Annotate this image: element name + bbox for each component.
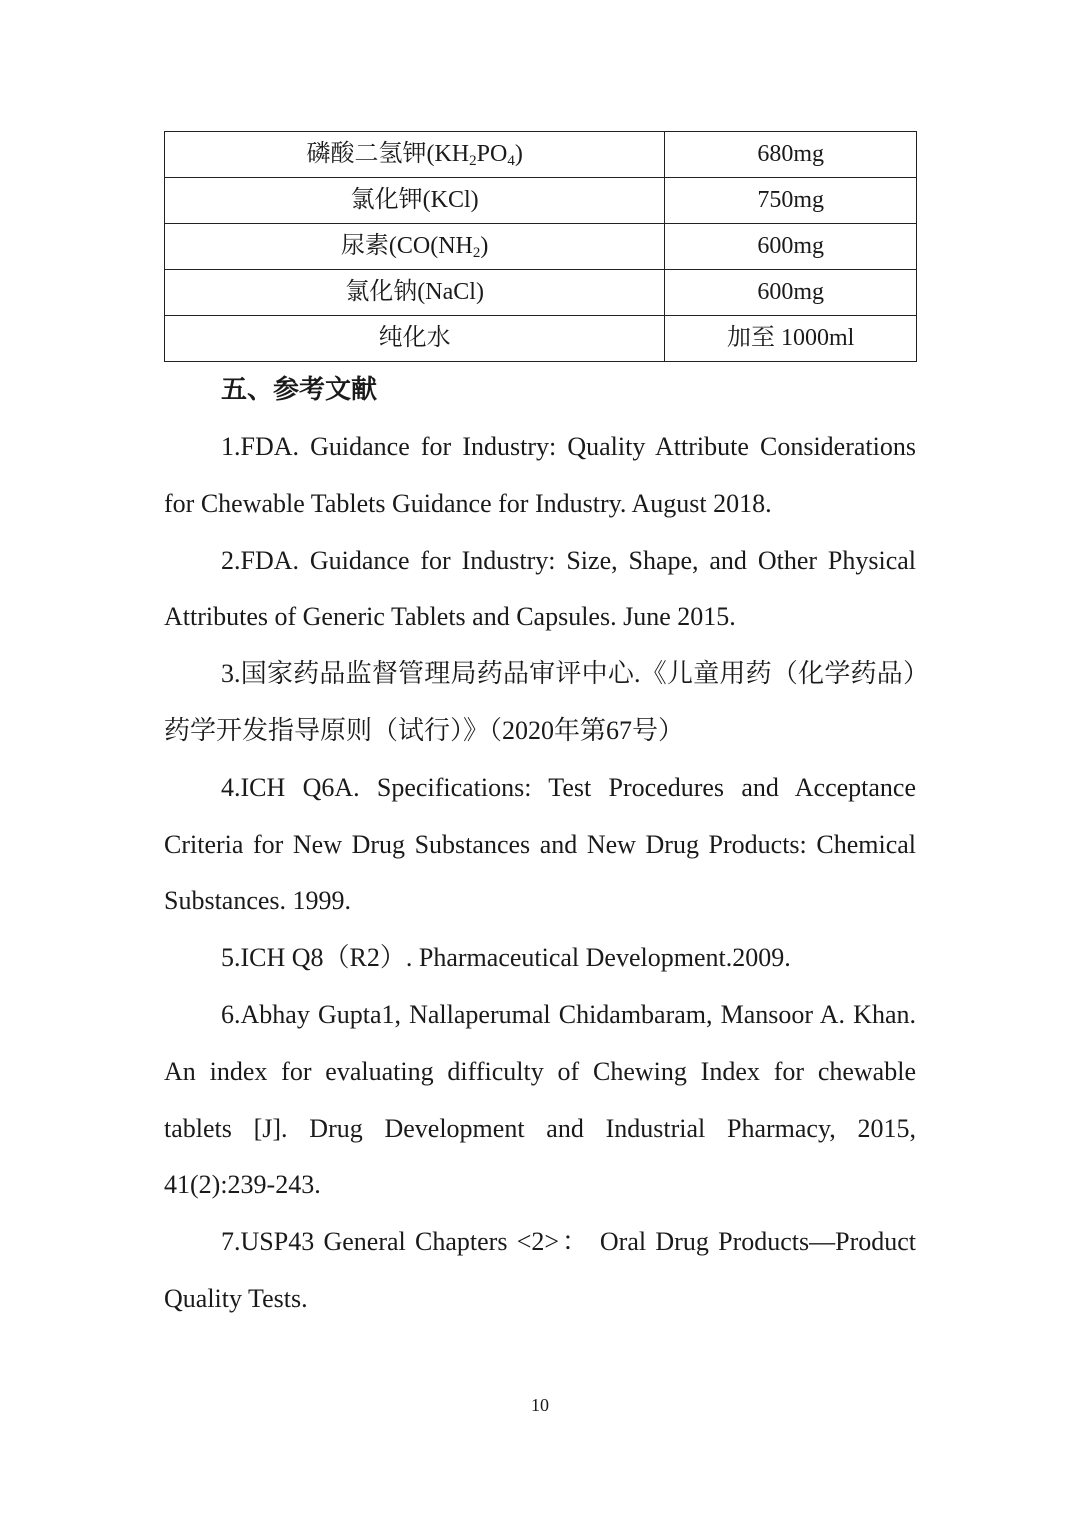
section-heading: 五、参考文献: [221, 375, 378, 404]
ingredient-amount: 600mg: [665, 270, 917, 316]
reference-item: 4.ICH Q6A. Specifications: Test Procedures and Acceptance Criteria for New Drug Substances and New Drug Products: Chemical Substances. 1999.: [164, 772, 916, 916]
reference-item: 2.FDA. Guidance for Industry: Size, Shape, and Other Physical Attributes of Generic Tablets and Capsules. June 2015.: [164, 545, 916, 632]
reference-item: 3.国家药品监督管理局药品审评中心.《儿童用药（化学药品）药学开发指导原则（试行）》（2020年第67号）: [164, 659, 916, 745]
ingredient-name: 氯化钠(NaCl): [165, 270, 665, 316]
ingredient-name: 氯化钾(KCl): [165, 178, 665, 224]
ingredient-amount: 600mg: [665, 224, 917, 270]
page-number: 10: [531, 1395, 549, 1415]
table-row: [165, 132, 917, 178]
reference-item: 7.USP43 General Chapters <2>： Oral Drug Products—Product Quality Tests.: [164, 1227, 916, 1313]
ingredient-amount: 加至 1000ml: [665, 316, 917, 362]
table-row: [165, 178, 917, 224]
reference-list: [164, 419, 916, 1328]
ingredient-amount: 680mg: [665, 132, 917, 178]
table-row: [165, 316, 917, 362]
ingredient-amount: 750mg: [665, 178, 917, 224]
ingredient-name: 磷酸二氢钾$(KH_2PO_4)$: [165, 132, 665, 178]
table-row: [165, 270, 917, 316]
reference-item: 5.ICH Q8（R2）. Pharmaceutical Development.2009.: [221, 943, 791, 973]
ingredient-name: 纯化水: [165, 316, 665, 362]
reference-item: 1.FDA. Guidance for Industry: Quality Attribute Considerations for Chewable Tablets Guidance for Industry. August 2018.: [164, 432, 916, 518]
formula-table: [164, 131, 917, 362]
ingredient-name: 尿素($CO(NH_2)$: [165, 224, 665, 270]
reference-item: 6.Abhay Gupta1, Nallaperumal Chidambaram, Mansoor A. Khan. An index for evaluating difficulty of Chewing Index for chewable tablets [J]. Drug Development and Industrial Pharmacy, 2015, 41(2):239-243.: [164, 999, 916, 1200]
table-row: [165, 224, 917, 270]
